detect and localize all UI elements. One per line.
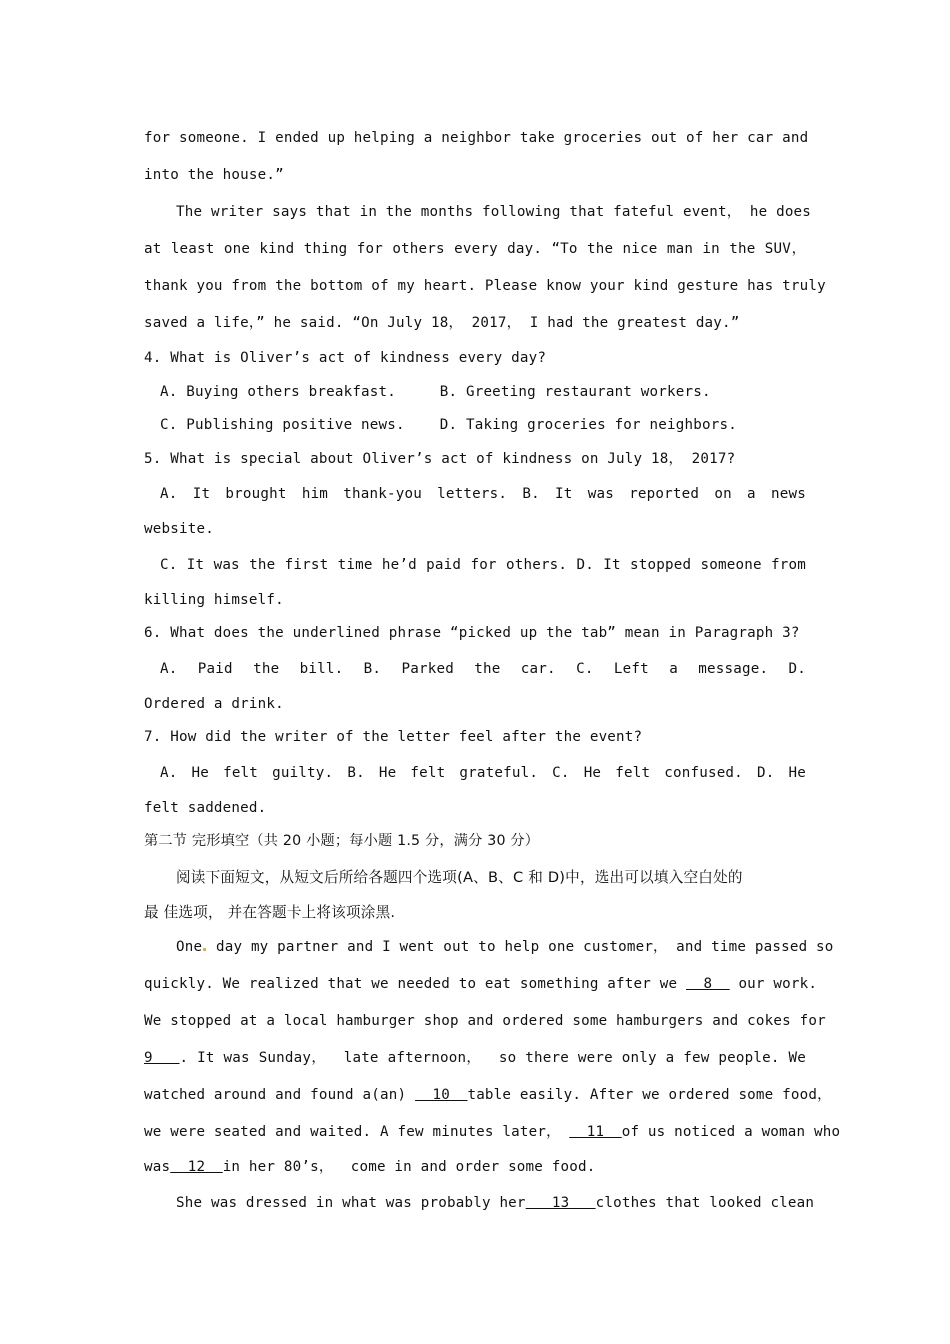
- question-5-stem: 5. What is special about Oliver’s act of kindness on July 18， 2017?: [144, 450, 736, 467]
- cloze-blank-10: 10: [415, 1087, 468, 1103]
- passage-line: saved a life，” he said. “On July 18， 2017， I had the greatest day.”: [144, 315, 740, 331]
- cloze-blank-8: 8: [685, 976, 730, 992]
- cloze-text: our work.: [729, 976, 818, 992]
- cloze-text: day my partner and I went out to help one customer， and time passed so: [207, 939, 834, 955]
- question-4-options: C. Publishing positive news. D. Taking groceries for neighbors.: [160, 417, 737, 433]
- cloze-text: She was dressed in what was probably her: [176, 1194, 526, 1211]
- question-7-stem: 7. How did the writer of the letter feel after the event?: [144, 729, 643, 745]
- cloze-blank-12: 12: [170, 1159, 223, 1175]
- cloze-text: watched around and found a(an): [144, 1087, 415, 1103]
- question-5-options: A. It brought him thank-you letters. B. It was reported on a news: [160, 486, 806, 502]
- cloze-text: quickly. We realized that we needed to eat something after we: [144, 976, 686, 992]
- section-2-instruction: 最 佳选项， 并在答题卡上将该项涂黑.: [144, 903, 396, 921]
- question-5-options: killing himself.: [144, 591, 284, 608]
- passage-line: into the house.”: [144, 167, 284, 183]
- cloze-line: [144, 1151, 806, 1185]
- cloze-line: [144, 1114, 841, 1151]
- cloze-line: We stopped at a local hamburger shop and ordered some hamburgers and cokes for: [144, 1013, 826, 1029]
- cloze-text: . It was Sunday， late afternoon， so there were only a few people. We: [179, 1050, 806, 1066]
- question-7-options: A. He felt guilty. B. He felt grateful. C. He felt confused. D. He: [160, 764, 806, 781]
- cloze-blank-9: 9: [144, 1050, 180, 1066]
- cloze-line: [144, 1077, 832, 1114]
- cloze-blank-13: 13: [525, 1194, 596, 1211]
- section-2-instruction: 阅读下面短文，从短文后所给各题四个选项(A、B、C 和 D)中，选出可以填入空白处的: [176, 868, 743, 886]
- cloze-line: [144, 1040, 806, 1077]
- question-6-options: A. Paid the bill. B. Parked the car. C. Left a message. D.: [160, 660, 806, 677]
- passage-line: at least one kind thing for others every day. “To the nice man in the SUV，: [144, 241, 806, 257]
- cloze-text: was: [144, 1159, 171, 1175]
- document-page: [144, 120, 841, 1222]
- cloze-text: we were seated and waited. A few minutes later，: [144, 1124, 570, 1140]
- cloze-line: [144, 929, 834, 966]
- cloze-text: One: [176, 939, 203, 955]
- cloze-text: clothes that looked clean: [595, 1194, 815, 1211]
- cloze-text: in her 80’s， come in and order some food.: [222, 1159, 596, 1175]
- question-4-stem: 4. What is Oliver’s act of kindness every day?: [144, 350, 547, 366]
- question-6-stem: 6. What does the underlined phrase “picked up the tab” mean in Paragraph 3?: [144, 625, 800, 641]
- passage-line: thank you from the bottom of my heart. Please know your kind gesture has truly: [144, 278, 826, 294]
- cloze-blank-11: 11: [569, 1124, 622, 1140]
- passage-line: The writer says that in the months following that fateful event， he does: [176, 204, 812, 220]
- cloze-line: [144, 966, 818, 1003]
- cloze-line: [144, 1185, 815, 1222]
- question-7-options: felt saddened.: [144, 799, 267, 816]
- question-5-options: website.: [144, 521, 214, 537]
- passage-line: for someone. I ended up helping a neighbor take groceries out of her car and: [144, 130, 809, 146]
- cloze-text: of us noticed a woman who: [621, 1124, 841, 1140]
- cloze-text: table easily. After we ordered some food，: [467, 1087, 832, 1103]
- marker-dot: [203, 948, 206, 951]
- section-2-heading: 第二节 完形填空（共 20 小题；每小题 1.5 分，满分 30 分）: [144, 833, 540, 849]
- question-6-options: Ordered a drink.: [144, 695, 284, 712]
- question-5-options: C. It was the first time he’d paid for others. D. It stopped someone from: [160, 556, 806, 573]
- question-4-options: A. Buying others breakfast. B. Greeting restaurant workers.: [160, 383, 711, 400]
